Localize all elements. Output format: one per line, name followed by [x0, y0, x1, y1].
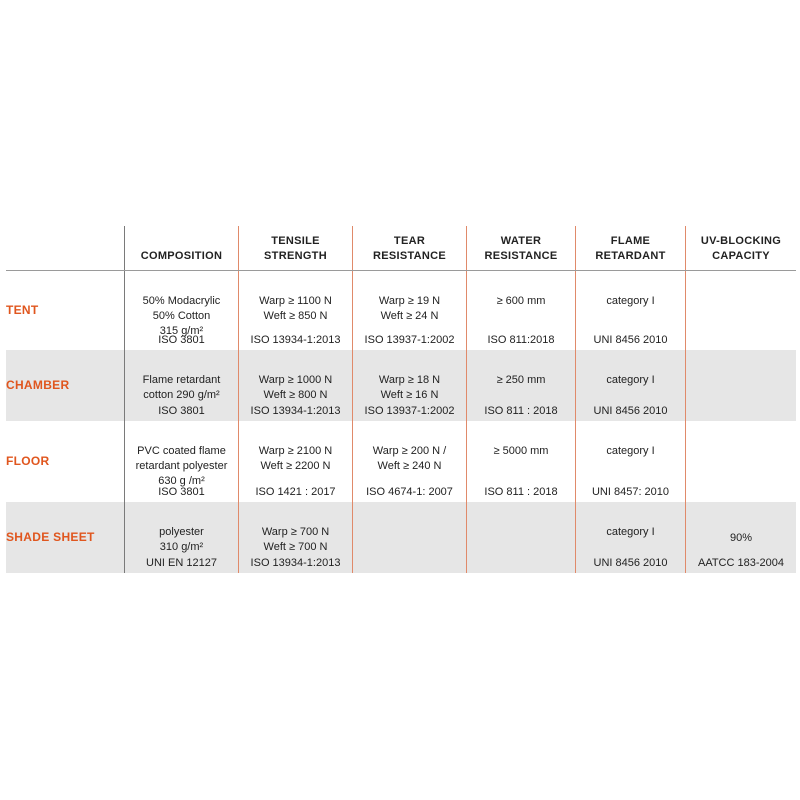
water-standard: ISO 811:2018	[487, 334, 555, 346]
flame-standard: UNI 8456 2010	[593, 334, 668, 346]
composition-value: polyester 310 g/m²	[159, 526, 204, 553]
table-row-shade-sheet	[6, 502, 796, 573]
flame-value: category I	[606, 526, 655, 538]
tensile-value: Warp ≥ 700 N Weft ≥ 700 N	[261, 526, 330, 553]
water-standard: ISO 811 : 2018	[484, 405, 558, 417]
tear-value: Warp ≥ 18 N Weft ≥ 16 N	[378, 374, 441, 401]
water-cell	[466, 350, 575, 421]
tear-value: Warp ≥ 19 N Weft ≥ 24 N	[378, 295, 441, 322]
table-row-tent	[6, 271, 796, 350]
flame-value: category I	[606, 374, 655, 386]
header-empty-cell	[6, 226, 124, 270]
specifications-table	[6, 226, 796, 573]
row-label: FLOOR	[6, 454, 50, 468]
composition-standard: ISO 3801	[158, 405, 205, 417]
flame-standard: UNI 8456 2010	[593, 405, 668, 417]
composition-value: Flame retardant cotton 290 g/m²	[142, 374, 221, 401]
uv-cell	[685, 350, 796, 421]
tear-value: Warp ≥ 200 N / Weft ≥ 240 N	[372, 445, 447, 472]
row-label: SHADE SHEET	[6, 530, 95, 544]
header-uv-blocking-capacity: UV-BLOCKING CAPACITY	[685, 226, 796, 270]
header-flame-retardant: FLAME RETARDANT	[575, 226, 685, 270]
tensile-standard: ISO 13934-1:2013	[250, 557, 341, 569]
tear-standard: ISO 4674-1: 2007	[366, 486, 453, 498]
tear-cell	[352, 502, 466, 573]
composition-standard: UNI EN 12127	[146, 557, 217, 569]
tensile-cell	[238, 502, 352, 573]
tensile-cell	[238, 271, 352, 350]
tensile-standard: ISO 13934-1:2013	[250, 334, 341, 346]
tear-standard: ISO 13937-1:2002	[364, 334, 455, 346]
tear-cell	[352, 421, 466, 502]
tensile-value: Warp ≥ 2100 N Weft ≥ 2200 N	[258, 445, 333, 472]
water-value: ≥ 600 mm	[496, 295, 546, 307]
flame-value: category I	[606, 295, 655, 307]
flame-cell	[575, 421, 685, 502]
water-cell	[466, 502, 575, 573]
tear-standard: ISO 13937-1:2002	[364, 405, 455, 417]
tear-cell	[352, 350, 466, 421]
header-water-resistance: WATER RESISTANCE	[466, 226, 575, 270]
flame-standard: UNI 8456 2010	[593, 557, 668, 569]
composition-cell	[124, 350, 238, 421]
composition-cell	[124, 271, 238, 350]
composition-value: 50% Modacrylic 50% Cotton 315 g/m²	[142, 295, 221, 337]
tensile-cell	[238, 350, 352, 421]
composition-standard: ISO 3801	[158, 486, 205, 498]
uv-value	[686, 294, 796, 300]
table-row-chamber	[6, 350, 796, 421]
water-cell	[466, 271, 575, 350]
flame-value: category I	[606, 445, 655, 457]
tensile-standard: ISO 13934-1:2013	[250, 405, 341, 417]
row-label: TENT	[6, 303, 39, 317]
tensile-value: Warp ≥ 1100 N Weft ≥ 850 N	[259, 295, 332, 322]
uv-standard: AATCC 183-2004	[697, 557, 784, 569]
header-tear-resistance: TEAR RESISTANCE	[352, 226, 466, 270]
row-label: CHAMBER	[6, 378, 70, 392]
tensile-value: Warp ≥ 1000 N Weft ≥ 800 N	[258, 374, 333, 401]
water-cell	[466, 421, 575, 502]
flame-cell	[575, 271, 685, 350]
tensile-cell	[238, 421, 352, 502]
uv-value	[686, 373, 796, 379]
table-row-floor	[6, 421, 796, 502]
composition-standard: ISO 3801	[158, 334, 205, 346]
water-standard: ISO 811 : 2018	[484, 486, 558, 498]
tear-cell	[352, 271, 466, 350]
water-value: ≥ 250 mm	[496, 374, 546, 386]
flame-cell	[575, 502, 685, 573]
uv-cell	[685, 421, 796, 502]
uv-cell	[685, 271, 796, 350]
uv-cell	[685, 502, 796, 573]
flame-standard: UNI 8457: 2010	[591, 486, 670, 498]
water-value: ≥ 5000 mm	[493, 445, 549, 457]
tensile-standard: ISO 1421 : 2017	[255, 486, 336, 498]
header-row	[6, 226, 796, 270]
header-composition: COMPOSITION	[124, 226, 238, 270]
header-tensile-strength: TENSILE STRENGTH	[238, 226, 352, 270]
composition-cell	[124, 421, 238, 502]
composition-value: PVC coated flame retardant polyester 630 g /m²	[135, 445, 228, 487]
uv-value: 90%	[729, 532, 753, 544]
uv-value	[686, 444, 796, 450]
flame-cell	[575, 350, 685, 421]
composition-cell	[124, 502, 238, 573]
